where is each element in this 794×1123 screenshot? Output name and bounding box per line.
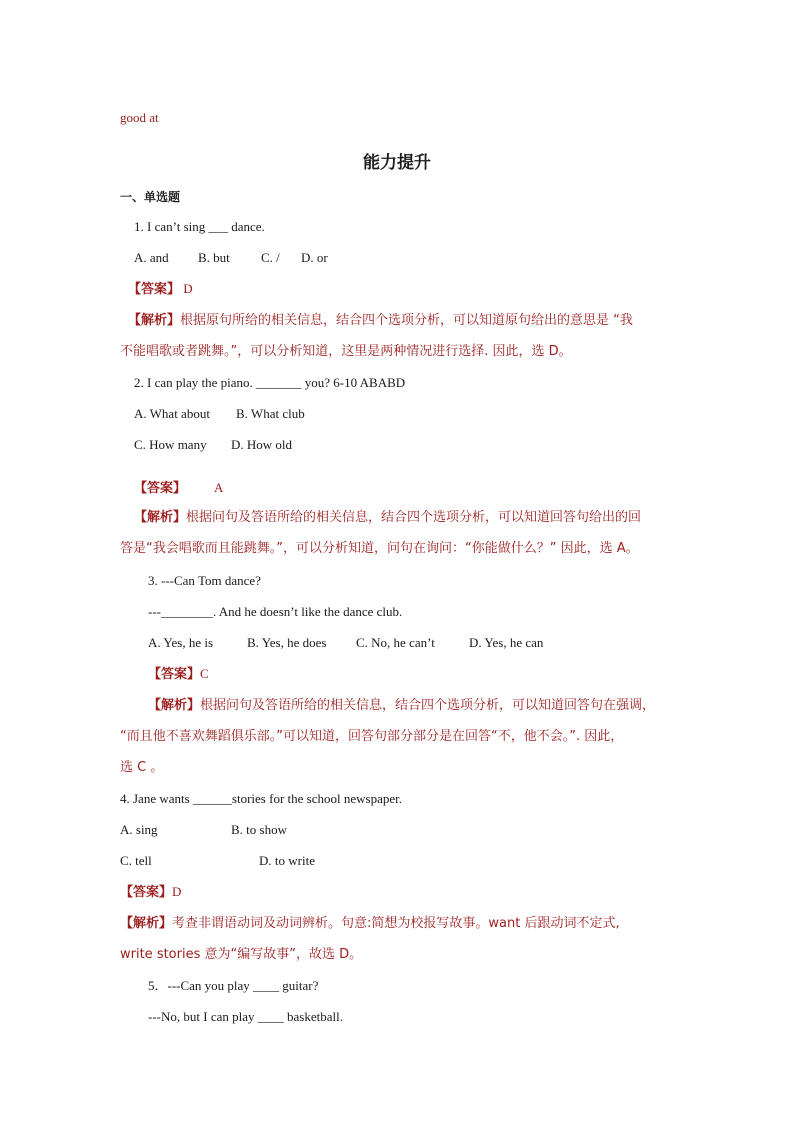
q3-stem: 3. ---Can Tom dance? <box>148 573 261 588</box>
answer-tag: 【答案】 <box>134 481 187 496</box>
q1-option-c: C. / <box>261 250 280 265</box>
q2-options-row-2 <box>134 437 292 453</box>
answer-tag: 【答案】 <box>120 885 173 900</box>
q4-stem: 4. Jane wants ______stories for the school newspaper. <box>120 791 402 806</box>
q1-options <box>134 250 328 266</box>
answer-value: C <box>200 666 209 681</box>
q3-answer <box>148 666 209 683</box>
q4-analysis-line-2: write stories 意为“编写故事”，故选 D。 <box>120 947 363 962</box>
q5-stem: 5．---Can you play ____ guitar? <box>148 978 319 993</box>
q2-option-c: C. How many <box>134 437 207 452</box>
q3-options <box>148 635 543 651</box>
q5-answer-line: ---No, but I can play ____ basketball. <box>148 1009 343 1024</box>
q4-option-c: C. tell <box>120 853 152 868</box>
q1-option-b: B. but <box>198 250 230 265</box>
q4-option-a: A. sing <box>120 822 158 837</box>
analysis-tag: 【解析】 <box>120 916 173 931</box>
q3-option-a: A. Yes, he is <box>148 635 214 650</box>
q2-stem: 2. I can play the piano. _______ you? 6-10 ABABD <box>134 375 406 390</box>
q1-answer <box>128 281 193 298</box>
q1-analysis-line-1: 【解析】根据原句所给的相关信息，结合四个选项分析，可以知道原句给出的意思是 “我 <box>128 313 633 328</box>
q1-option-d: D. or <box>301 250 328 265</box>
q3-analysis-line-2: “而且他不喜欢舞蹈俱乐部。”可以知道，回答句部分部分是在回答“不，他不会。”. 因此， <box>120 729 624 744</box>
q4-analysis-line-1: 【解析】考查非谓语动词及动词辨析。句意:简想为校报写故事。want 后跟动词不定式, <box>120 916 620 931</box>
answer-value: D <box>183 281 193 296</box>
q3-answer-line: ---________. And he doesn’t like the dance club. <box>148 604 403 619</box>
analysis-tag: 【解析】 <box>148 698 201 713</box>
q2-options-row-1 <box>134 406 305 422</box>
q4-options-row-1 <box>120 822 287 838</box>
q4-answer <box>120 884 181 901</box>
q2-option-d: D. How old <box>231 437 293 452</box>
q2-analysis-line-2: 答是“我会唱歌而且能跳舞。”，可以分析知道，问句在询问：“你能做什么？” 因此，选 A。 <box>120 541 639 556</box>
q3-analysis-line-1: 【解析】根据问句及答语所给的相关信息，结合四个选项分析，可以知道回答句在强调， <box>148 698 656 713</box>
analysis-tag: 【解析】 <box>134 510 187 525</box>
q4-option-b: B. to show <box>231 822 287 837</box>
q2-answer <box>134 480 223 497</box>
q3-analysis-line-3: 选 C 。 <box>120 760 164 775</box>
q1-option-a: A. and <box>134 250 169 265</box>
q3-option-d: D. Yes, he can <box>469 635 544 650</box>
page-title: 能力提升 <box>363 153 431 173</box>
q3-option-c: C. No, he can’t <box>356 635 435 650</box>
top-note: good at <box>120 110 159 125</box>
analysis-tag: 【解析】 <box>128 313 181 328</box>
q1-stem: 1. I can’t sing ___ dance. <box>134 219 265 234</box>
answer-value: A <box>214 480 224 495</box>
q2-analysis-line-1: 【解析】根据问句及答语所给的相关信息，结合四个选项分析，可以知道回答句给出的回 <box>134 510 642 525</box>
q2-option-a: A. What about <box>134 406 210 421</box>
q1-analysis-line-2: 不能唱歌或者跳舞。”，可以分析知道，这里是两种情况进行选择. 因此，选 D。 <box>120 344 572 359</box>
answer-value: D <box>172 884 182 899</box>
q3-option-b: B. Yes, he does <box>247 635 327 650</box>
q4-options-row-2 <box>120 853 315 869</box>
section-heading: 一、单选题 <box>120 190 181 204</box>
answer-tag: 【答案】 <box>128 282 181 297</box>
q2-option-b: B. What club <box>236 406 305 421</box>
answer-tag: 【答案】 <box>148 667 201 682</box>
q4-option-d: D. to write <box>259 853 315 868</box>
